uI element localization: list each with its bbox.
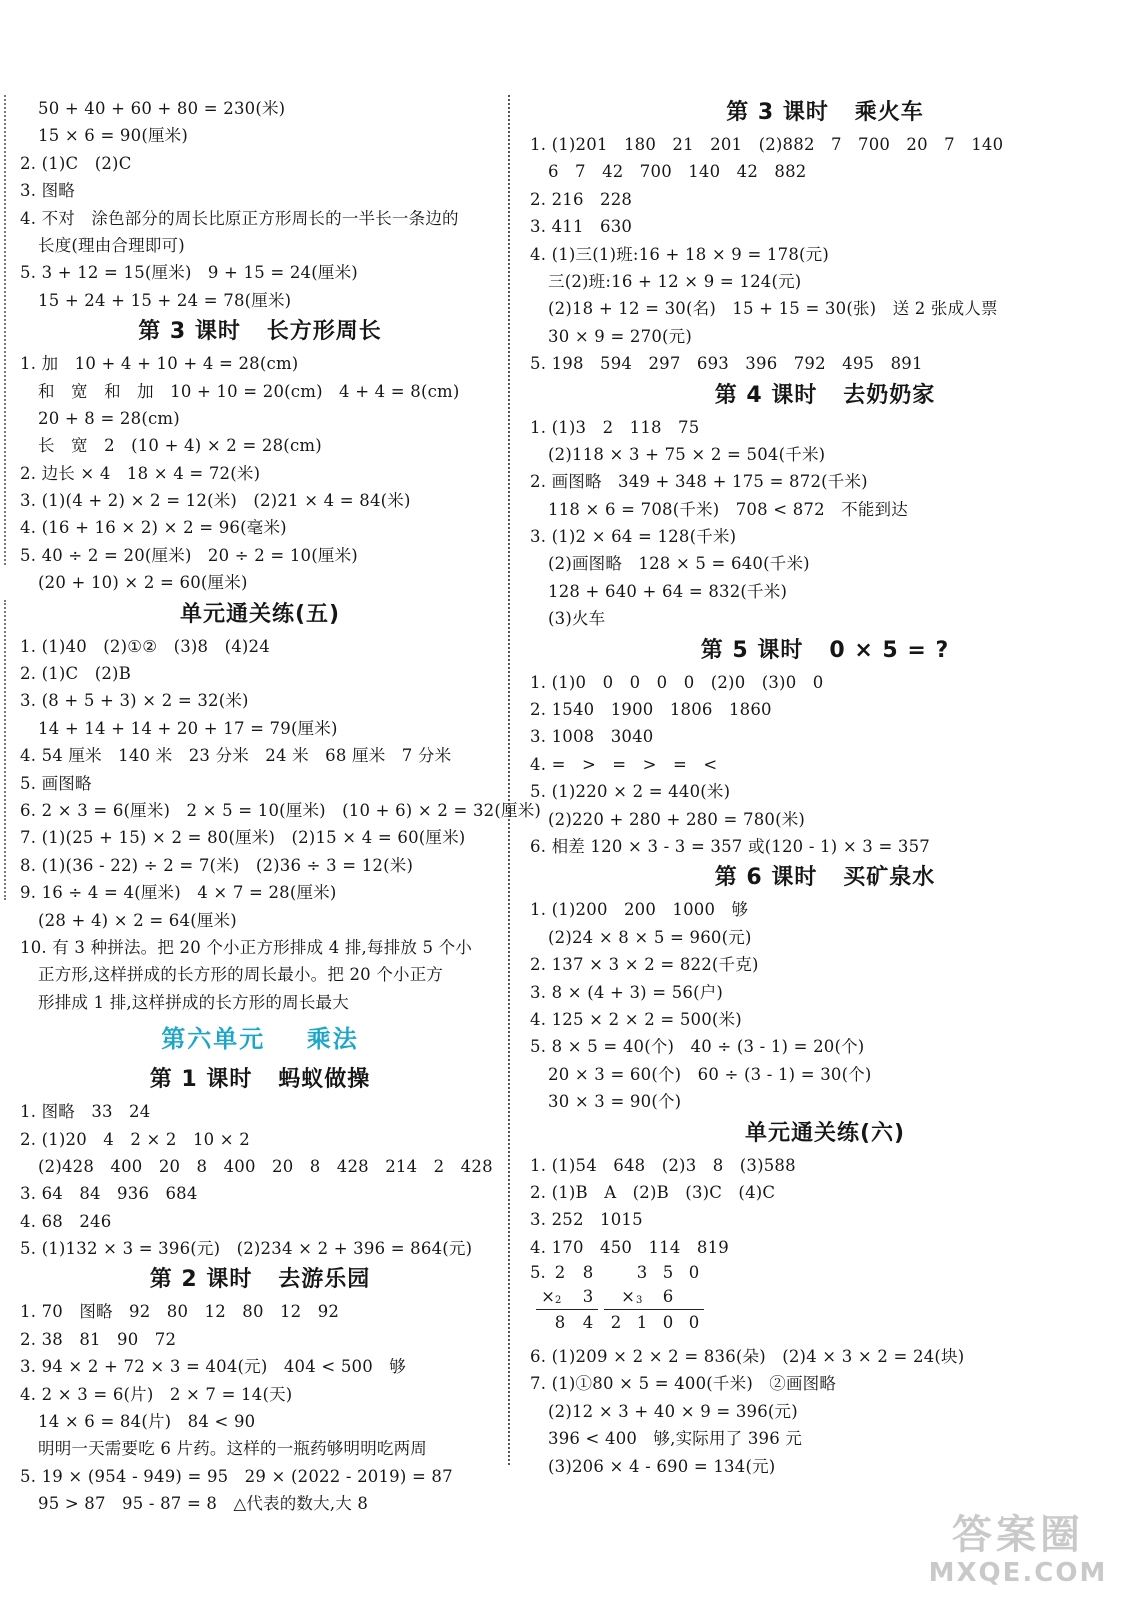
answer-line: 5. 画图略	[20, 773, 92, 793]
answer-line: (2)24 × 8 × 5 = 960(元)	[548, 927, 752, 947]
lesson-heading: 第 2 课时 去游乐园	[149, 1267, 371, 1293]
watermark-logo	[908, 1512, 1128, 1592]
rule-line	[604, 1309, 704, 1310]
carry-digit: 3	[636, 1295, 643, 1307]
answer-line: 118 × 6 = 708(千米) 708 < 872 不能到达	[548, 499, 908, 519]
answer-line: 2. (1)B A (2)B (3)C (4)C	[530, 1182, 776, 1202]
answer-line: 1. 加 10 + 4 + 10 + 4 = 28(cm)	[20, 354, 299, 374]
answer-line: 2. 画图略 349 + 348 + 175 = 872(千米)	[530, 472, 868, 492]
answer-line: 6. 相差 120 × 3 - 3 = 357 或(120 - 1) × 3 = 357	[530, 836, 931, 856]
digit: 2	[610, 1313, 622, 1333]
answer-line: 1. 图略 33 24	[20, 1102, 151, 1122]
answer-line: 20 + 8 = 28(cm)	[38, 408, 180, 428]
answer-line: 5. 8 × 5 = 40(个) 40 ÷ (3 - 1) = 20(个)	[530, 1037, 865, 1057]
left-column	[20, 95, 542, 1518]
lesson-heading: 第 1 课时 蚂蚁做操	[149, 1067, 371, 1093]
lesson-heading: 第 3 课时 长方形周长	[138, 319, 382, 345]
answer-line: 2. (1)C (2)B	[20, 664, 132, 684]
answer-line: 14 + 14 + 14 + 20 + 17 = 79(厘米)	[38, 718, 338, 738]
answer-line: 14 × 6 = 84(片) 84 < 90	[38, 1412, 256, 1432]
answer-line: (2)12 × 3 + 40 × 9 = 396(元)	[548, 1401, 798, 1421]
answer-line: 3. (8 + 5 + 3) × 2 = 32(米)	[20, 691, 249, 711]
answer-line: 2. 216 228	[530, 189, 633, 209]
lesson-heading: 第 3 课时 乘火车	[726, 100, 924, 125]
watermark-site-text: MXQE.COM	[928, 1558, 1108, 1588]
digit: 3	[636, 1263, 648, 1283]
digit: 0	[688, 1263, 700, 1283]
multiply-sign: ×	[621, 1287, 635, 1307]
answer-line: 3. 94 × 2 + 72 × 3 = 404(元) 404 < 500 够	[20, 1357, 406, 1377]
answer-line: 3. (1)(4 + 2) × 2 = 12(米) (2)21 × 4 = 84(米)	[20, 491, 411, 511]
answer-line: 1. (1)200 200 1000 够	[530, 900, 749, 920]
answer-line: 128 + 640 + 64 = 832(千米)	[548, 581, 788, 601]
answer-line: 4. 170 450 114 819	[530, 1237, 729, 1257]
answer-line: 3. 8 × (4 + 3) = 56(户)	[530, 982, 724, 1002]
digit: 0	[688, 1313, 700, 1333]
unit-title: 第六单元 乘法	[161, 1025, 359, 1054]
answer-line: 2. 137 × 3 × 2 = 822(千克)	[530, 955, 759, 975]
answer-line: 1. (1)201 180 21 201 (2)882 7 700 20 7 140	[530, 135, 1004, 154]
answer-line: 5. (1)220 × 2 = 440(米)	[530, 782, 731, 802]
answer-line: 6. (1)209 × 2 × 2 = 836(朵) (2)4 × 3 × 2 = 24(块)	[530, 1347, 965, 1367]
digit: 0	[662, 1313, 674, 1333]
answer-line: (2)画图略 128 × 5 = 640(千米)	[548, 554, 810, 574]
carry-digit: 2	[555, 1295, 562, 1307]
answer-line: 2. (1)20 4 2 × 2 10 × 2	[20, 1129, 250, 1149]
answer-line: (2)18 + 12 = 30(名) 15 + 15 = 30(张) 送 2 张成人票	[548, 299, 998, 319]
answer-line: (2)118 × 3 + 75 × 2 = 504(千米)	[548, 444, 826, 464]
answer-line: 3. 411 630	[530, 217, 633, 237]
answer-line: 5. 40 ÷ 2 = 20(厘米) 20 ÷ 2 = 10(厘米)	[20, 545, 358, 565]
answer-line: 2. (1)C (2)C	[20, 153, 132, 173]
answer-line: (20 + 10) × 2 = 60(厘米)	[38, 573, 248, 593]
answer-line: 2. 边长 × 4 18 × 4 = 72(米)	[20, 463, 261, 483]
answer-line: 4. 68 246	[20, 1211, 112, 1231]
digit: 4	[582, 1313, 594, 1333]
answer-line: (3)206 × 4 - 690 = 134(元)	[548, 1456, 776, 1476]
answer-line: 形排成 1 排,这样拼成的长方形的周长最大	[38, 992, 349, 1012]
answer-line: 7. (1)①80 × 5 = 400(千米) ②画图略	[530, 1374, 837, 1394]
answer-line: 3. 64 84 936 684	[20, 1184, 198, 1204]
answer-line: 2. 1540 1900 1806 1860	[530, 700, 772, 720]
answer-line: 3. (1)2 × 64 = 128(千米)	[530, 527, 737, 547]
answer-line: 1. (1)54 648 (2)3 8 (3)588	[530, 1155, 796, 1175]
answer-line: 2. 38 81 90 72	[20, 1329, 177, 1349]
answer-line: (28 + 4) × 2 = 64(厘米)	[38, 910, 237, 930]
question-number: 5.	[530, 1263, 546, 1283]
digit: 8	[582, 1263, 594, 1283]
answer-line: 1. (1)40 (2)①② (3)8 (4)24	[20, 636, 270, 656]
answer-line: 5. (1)132 × 3 = 396(元) (2)234 × 2 + 396 = 864(元)	[20, 1239, 473, 1259]
answer-line: 长度(理由合理即可)	[38, 235, 185, 255]
answer-line: 5. 3 + 12 = 15(厘米) 9 + 15 = 24(厘米)	[20, 263, 358, 283]
answer-line: (2)220 + 280 + 280 = 780(米)	[548, 809, 806, 829]
answer-line: 15 + 24 + 15 + 24 = 78(厘米)	[38, 290, 292, 310]
digit: 8	[554, 1313, 566, 1333]
answer-line: 8. (1)(36 - 22) ÷ 2 = 7(米) (2)36 ÷ 3 = 12(米)	[20, 855, 414, 875]
answer-line: 10. 有 3 种拼法。把 20 个小正方形排成 4 排,每排放 5 个小	[20, 937, 473, 957]
answer-line: 和 宽 和 加 10 + 10 = 20(cm) 4 + 4 = 8(cm)	[38, 381, 460, 401]
rule-line	[536, 1309, 598, 1310]
answer-line: 4. = > = > = <	[530, 754, 718, 774]
lesson-heading: 第 4 课时 去奶奶家	[714, 382, 936, 408]
lesson-heading: 第 5 课时 0 × 5 = ?	[700, 637, 950, 663]
answer-line: 4. (16 + 16 × 2) × 2 = 96(毫米)	[20, 518, 287, 538]
answer-line: (2)428 400 20 8 400 20 8 428 214 2 428	[38, 1156, 493, 1176]
answer-line: 3. 252 1015	[530, 1210, 643, 1230]
answer-line: 95 > 87 95 - 87 = 8 △代表的数大,大 8	[38, 1494, 369, 1514]
answer-line: 20 × 3 = 60(个) 60 ÷ (3 - 1) = 30(个)	[548, 1064, 872, 1084]
answer-line: 9. 16 ÷ 4 = 4(厘米) 4 × 7 = 28(厘米)	[20, 883, 337, 903]
answer-line: 3. 1008 3040	[530, 727, 654, 747]
answer-line: 明明一天需要吃 6 片药。这样的一瓶药够明明吃两周	[38, 1439, 427, 1459]
answer-line: 1. 70 图略 92 80 12 80 12 92	[20, 1302, 340, 1322]
digit: 1	[636, 1313, 648, 1333]
answer-line: 3. 图略	[20, 181, 75, 201]
digit: 5	[662, 1263, 674, 1283]
column-divider	[508, 95, 510, 1465]
answer-line: 15 × 6 = 90(厘米)	[38, 126, 188, 146]
answer-line: 长 宽 2 (10 + 4) × 2 = 28(cm)	[38, 436, 322, 456]
digit: 3	[582, 1287, 594, 1307]
answer-line: 1. (1)3 2 118 75	[530, 417, 700, 437]
right-column	[530, 95, 1120, 1480]
answer-line: 30 × 3 = 90(个)	[548, 1092, 682, 1112]
digit: 2	[554, 1263, 566, 1283]
answer-line: 4. 54 厘米 140 米 23 分米 24 米 68 厘米 7 分米	[20, 746, 452, 766]
answer-line: 5. 19 × (954 - 949) = 95 29 × (2022 - 2019) = 87	[20, 1466, 453, 1486]
answer-line: 4. 不对 涂色部分的周长比原正方形周长的一半长一条边的	[20, 208, 459, 228]
margin-dots-top	[4, 95, 6, 565]
unit-review-heading: 单元通关练(五)	[179, 601, 341, 627]
multiply-sign: ×	[541, 1287, 555, 1307]
answer-line: 1. (1)0 0 0 0 0 (2)0 (3)0 0	[530, 672, 824, 692]
answer-line: 三(2)班:16 + 12 × 9 = 124(元)	[548, 271, 802, 291]
unit-review-heading: 单元通关练(六)	[744, 1120, 906, 1146]
answer-line: 6. 2 × 3 = 6(厘米) 2 × 5 = 10(厘米) (10 + 6) × 2 = 32(厘米)	[20, 800, 542, 820]
vertical-multiplication	[530, 1261, 1120, 1343]
digit: 6	[662, 1287, 674, 1307]
margin-dots-bottom	[4, 600, 6, 900]
answer-line: 4. 125 × 2 × 2 = 500(米)	[530, 1009, 742, 1029]
answer-line: 正方形,这样拼成的长方形的周长最小。把 20 个小正方	[38, 965, 444, 985]
answer-line: 30 × 9 = 270(元)	[548, 326, 692, 346]
answer-line: 6 7 42 700 140 42 882	[548, 162, 807, 182]
answer-line: (3)火车	[548, 609, 606, 629]
answer-line: 5. 198 594 297 693 396 792 495 891	[530, 354, 923, 374]
lesson-heading: 第 6 课时 买矿泉水	[714, 865, 936, 891]
answer-line: 396 < 400 够,实际用了 396 元	[548, 1429, 803, 1449]
answer-line: 7. (1)(25 + 15) × 2 = 80(厘米) (2)15 × 4 = 60(厘米)	[20, 828, 466, 848]
answer-line: 4. 2 × 3 = 6(片) 2 × 7 = 14(天)	[20, 1384, 293, 1404]
watermark-logo-text: 答案圈	[952, 1512, 1084, 1558]
answer-line: 50 + 40 + 60 + 80 = 230(米)	[38, 99, 286, 118]
answer-line: 4. (1)三(1)班:16 + 18 × 9 = 178(元)	[530, 244, 829, 264]
